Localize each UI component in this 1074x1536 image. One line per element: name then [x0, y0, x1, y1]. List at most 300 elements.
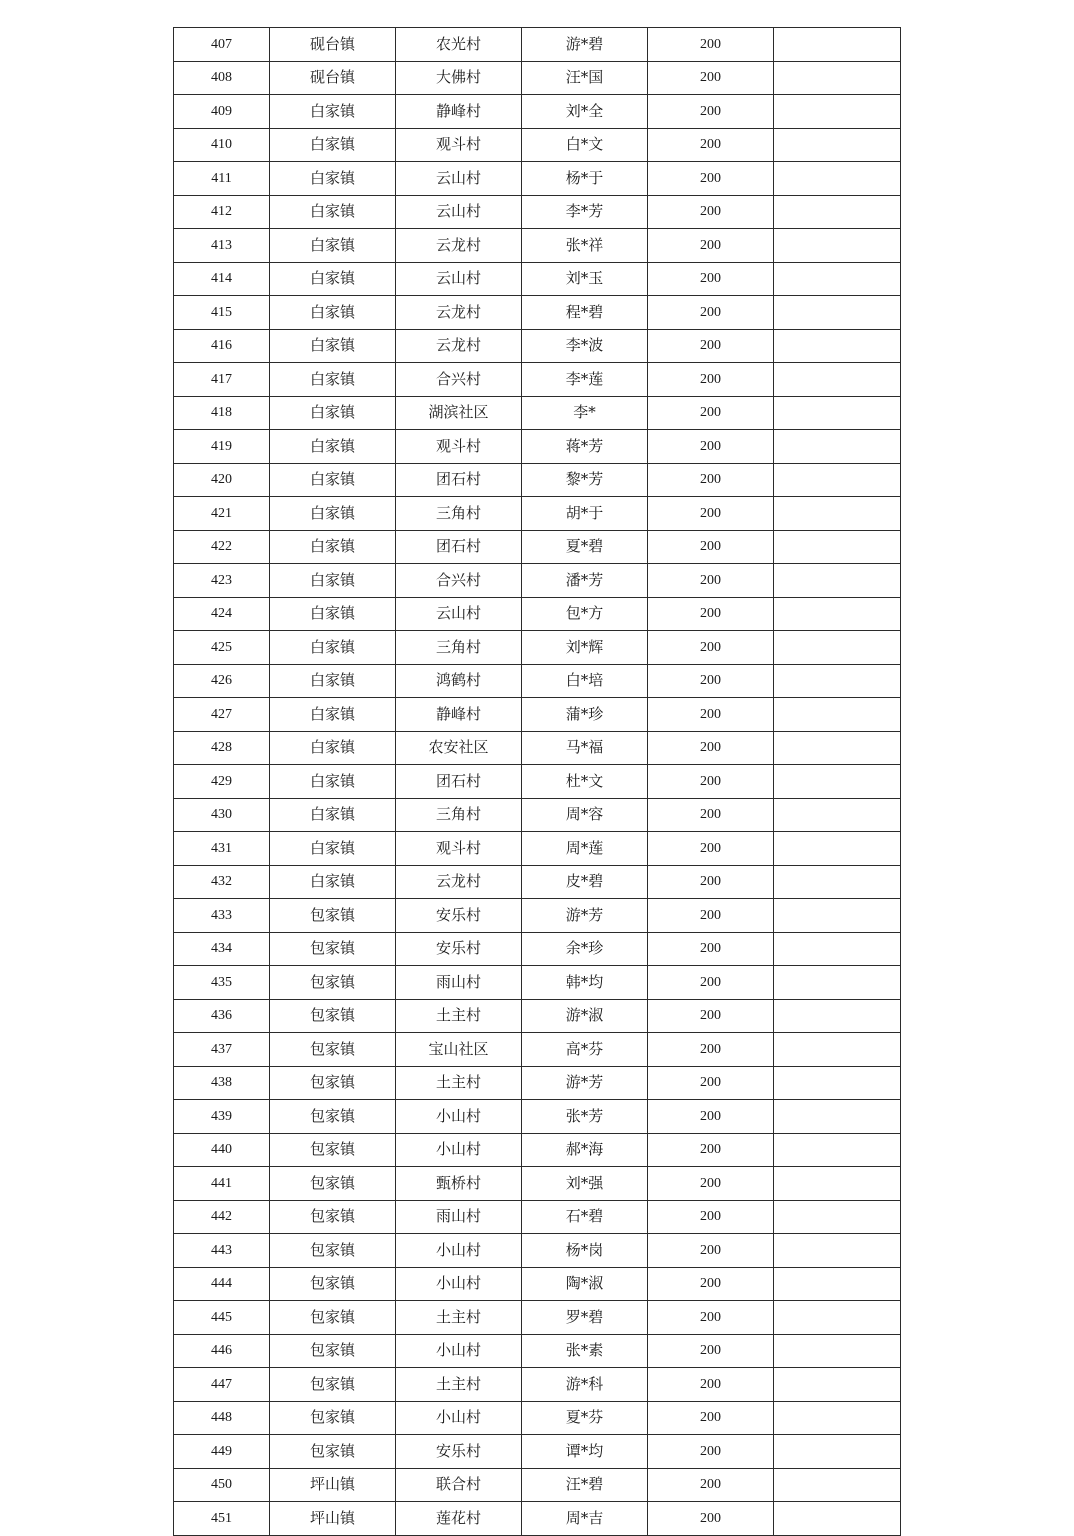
village-cell: 静峰村 [396, 698, 522, 732]
amount-cell: 200 [648, 162, 774, 196]
amount-cell: 200 [648, 396, 774, 430]
remarks-cell [774, 932, 901, 966]
recipient-name-cell: 汪*碧 [522, 1468, 648, 1502]
village-cell: 大佛村 [396, 61, 522, 95]
recipient-name-cell: 白*文 [522, 128, 648, 162]
village-cell: 观斗村 [396, 832, 522, 866]
amount-cell: 200 [648, 1368, 774, 1402]
recipient-name-cell: 李*莲 [522, 363, 648, 397]
table-row [174, 1066, 901, 1100]
serial-number-cell: 450 [174, 1468, 270, 1502]
amount-cell: 200 [648, 1133, 774, 1167]
village-cell: 合兴村 [396, 363, 522, 397]
village-cell: 静峰村 [396, 95, 522, 129]
town-cell: 白家镇 [270, 798, 396, 832]
amount-cell: 200 [648, 1100, 774, 1134]
table-row [174, 597, 901, 631]
remarks-cell [774, 363, 901, 397]
town-cell: 白家镇 [270, 664, 396, 698]
table-row [174, 497, 901, 531]
recipient-name-cell: 李*芳 [522, 195, 648, 229]
amount-cell: 200 [648, 631, 774, 665]
remarks-cell [774, 1435, 901, 1469]
recipient-name-cell: 潘*芳 [522, 564, 648, 598]
town-cell: 白家镇 [270, 363, 396, 397]
town-cell: 包家镇 [270, 1301, 396, 1335]
serial-number-cell: 420 [174, 463, 270, 497]
serial-number-cell: 441 [174, 1167, 270, 1201]
table-row [174, 363, 901, 397]
remarks-cell [774, 899, 901, 933]
table-row [174, 1100, 901, 1134]
recipient-name-cell: 游*芳 [522, 899, 648, 933]
town-cell: 包家镇 [270, 1267, 396, 1301]
remarks-cell [774, 597, 901, 631]
village-cell: 云龙村 [396, 296, 522, 330]
recipient-name-cell: 游*科 [522, 1368, 648, 1402]
table-row [174, 698, 901, 732]
remarks-cell [774, 731, 901, 765]
serial-number-cell: 451 [174, 1502, 270, 1536]
remarks-cell [774, 865, 901, 899]
amount-cell: 200 [648, 832, 774, 866]
village-cell: 三角村 [396, 798, 522, 832]
table-row [174, 296, 901, 330]
table-row [174, 1033, 901, 1067]
serial-number-cell: 421 [174, 497, 270, 531]
amount-cell: 200 [648, 1066, 774, 1100]
serial-number-cell: 426 [174, 664, 270, 698]
serial-number-cell: 419 [174, 430, 270, 464]
remarks-cell [774, 296, 901, 330]
amount-cell: 200 [648, 1200, 774, 1234]
town-cell: 白家镇 [270, 396, 396, 430]
recipient-name-cell: 蒲*珍 [522, 698, 648, 732]
recipient-name-cell: 罗*碧 [522, 1301, 648, 1335]
town-cell: 包家镇 [270, 1167, 396, 1201]
serial-number-cell: 445 [174, 1301, 270, 1335]
remarks-cell [774, 1368, 901, 1402]
serial-number-cell: 436 [174, 999, 270, 1033]
serial-number-cell: 413 [174, 229, 270, 263]
village-cell: 观斗村 [396, 430, 522, 464]
table-row [174, 564, 901, 598]
serial-number-cell: 422 [174, 530, 270, 564]
roster-table-body [174, 28, 901, 1536]
amount-cell: 200 [648, 932, 774, 966]
recipient-name-cell: 韩*均 [522, 966, 648, 1000]
remarks-cell [774, 262, 901, 296]
serial-number-cell: 416 [174, 329, 270, 363]
recipient-name-cell: 胡*于 [522, 497, 648, 531]
serial-number-cell: 443 [174, 1234, 270, 1268]
village-cell: 云龙村 [396, 229, 522, 263]
serial-number-cell: 414 [174, 262, 270, 296]
table-row [174, 664, 901, 698]
table-row [174, 61, 901, 95]
amount-cell: 200 [648, 296, 774, 330]
village-cell: 雨山村 [396, 1200, 522, 1234]
village-cell: 莲花村 [396, 1502, 522, 1536]
table-row [174, 832, 901, 866]
amount-cell: 200 [648, 1435, 774, 1469]
recipient-name-cell: 张*素 [522, 1334, 648, 1368]
recipient-name-cell: 蒋*芳 [522, 430, 648, 464]
village-cell: 安乐村 [396, 1435, 522, 1469]
remarks-cell [774, 966, 901, 1000]
table-row [174, 128, 901, 162]
remarks-cell [774, 1033, 901, 1067]
town-cell: 白家镇 [270, 597, 396, 631]
town-cell: 白家镇 [270, 631, 396, 665]
recipient-name-cell: 张*芳 [522, 1100, 648, 1134]
remarks-cell [774, 798, 901, 832]
town-cell: 白家镇 [270, 229, 396, 263]
serial-number-cell: 429 [174, 765, 270, 799]
amount-cell: 200 [648, 1502, 774, 1536]
village-cell: 云山村 [396, 597, 522, 631]
village-cell: 甄桥村 [396, 1167, 522, 1201]
recipient-name-cell: 杨*岗 [522, 1234, 648, 1268]
serial-number-cell: 409 [174, 95, 270, 129]
recipient-name-cell: 包*方 [522, 597, 648, 631]
village-cell: 土主村 [396, 1368, 522, 1402]
town-cell: 白家镇 [270, 329, 396, 363]
village-cell: 农安社区 [396, 731, 522, 765]
town-cell: 白家镇 [270, 731, 396, 765]
town-cell: 白家镇 [270, 95, 396, 129]
table-row [174, 430, 901, 464]
remarks-cell [774, 530, 901, 564]
remarks-cell [774, 28, 901, 62]
town-cell: 包家镇 [270, 1401, 396, 1435]
amount-cell: 200 [648, 1334, 774, 1368]
town-cell: 包家镇 [270, 999, 396, 1033]
remarks-cell [774, 1468, 901, 1502]
serial-number-cell: 418 [174, 396, 270, 430]
town-cell: 白家镇 [270, 195, 396, 229]
town-cell: 砚台镇 [270, 61, 396, 95]
recipient-name-cell: 张*祥 [522, 229, 648, 263]
town-cell: 白家镇 [270, 832, 396, 866]
serial-number-cell: 444 [174, 1267, 270, 1301]
recipient-name-cell: 周*莲 [522, 832, 648, 866]
town-cell: 包家镇 [270, 1200, 396, 1234]
recipient-name-cell: 郝*海 [522, 1133, 648, 1167]
town-cell: 白家镇 [270, 162, 396, 196]
serial-number-cell: 410 [174, 128, 270, 162]
amount-cell: 200 [648, 1033, 774, 1067]
amount-cell: 200 [648, 564, 774, 598]
village-cell: 云山村 [396, 162, 522, 196]
table-row [174, 229, 901, 263]
table-row [174, 463, 901, 497]
village-cell: 土主村 [396, 1066, 522, 1100]
remarks-cell [774, 564, 901, 598]
table-row [174, 28, 901, 62]
amount-cell: 200 [648, 329, 774, 363]
town-cell: 包家镇 [270, 1133, 396, 1167]
serial-number-cell: 432 [174, 865, 270, 899]
serial-number-cell: 417 [174, 363, 270, 397]
remarks-cell [774, 1167, 901, 1201]
serial-number-cell: 439 [174, 1100, 270, 1134]
village-cell: 安乐村 [396, 899, 522, 933]
table-row [174, 1502, 901, 1536]
table-row [174, 865, 901, 899]
recipient-name-cell: 夏*碧 [522, 530, 648, 564]
amount-cell: 200 [648, 765, 774, 799]
town-cell: 白家镇 [270, 262, 396, 296]
serial-number-cell: 438 [174, 1066, 270, 1100]
remarks-cell [774, 698, 901, 732]
subsidy-roster-table [173, 27, 901, 1536]
town-cell: 白家镇 [270, 430, 396, 464]
town-cell: 白家镇 [270, 564, 396, 598]
recipient-name-cell: 刘*全 [522, 95, 648, 129]
amount-cell: 200 [648, 899, 774, 933]
table-row [174, 1401, 901, 1435]
serial-number-cell: 434 [174, 932, 270, 966]
remarks-cell [774, 229, 901, 263]
table-row [174, 162, 901, 196]
town-cell: 包家镇 [270, 966, 396, 1000]
amount-cell: 200 [648, 463, 774, 497]
recipient-name-cell: 皮*碧 [522, 865, 648, 899]
serial-number-cell: 437 [174, 1033, 270, 1067]
town-cell: 包家镇 [270, 899, 396, 933]
town-cell: 白家镇 [270, 765, 396, 799]
village-cell: 小山村 [396, 1401, 522, 1435]
serial-number-cell: 442 [174, 1200, 270, 1234]
amount-cell: 200 [648, 28, 774, 62]
town-cell: 白家镇 [270, 296, 396, 330]
amount-cell: 200 [648, 61, 774, 95]
village-cell: 农光村 [396, 28, 522, 62]
amount-cell: 200 [648, 865, 774, 899]
serial-number-cell: 412 [174, 195, 270, 229]
remarks-cell [774, 1234, 901, 1268]
town-cell: 白家镇 [270, 128, 396, 162]
remarks-cell [774, 329, 901, 363]
amount-cell: 200 [648, 128, 774, 162]
amount-cell: 200 [648, 430, 774, 464]
remarks-cell [774, 1334, 901, 1368]
village-cell: 观斗村 [396, 128, 522, 162]
amount-cell: 200 [648, 597, 774, 631]
remarks-cell [774, 1200, 901, 1234]
town-cell: 砚台镇 [270, 28, 396, 62]
recipient-name-cell: 白*培 [522, 664, 648, 698]
village-cell: 团石村 [396, 765, 522, 799]
town-cell: 包家镇 [270, 1368, 396, 1402]
recipient-name-cell: 周*容 [522, 798, 648, 832]
table-row [174, 195, 901, 229]
recipient-name-cell: 刘*强 [522, 1167, 648, 1201]
table-row [174, 1267, 901, 1301]
amount-cell: 200 [648, 195, 774, 229]
table-row [174, 966, 901, 1000]
amount-cell: 200 [648, 698, 774, 732]
town-cell: 白家镇 [270, 865, 396, 899]
amount-cell: 200 [648, 1301, 774, 1335]
amount-cell: 200 [648, 497, 774, 531]
village-cell: 小山村 [396, 1267, 522, 1301]
recipient-name-cell: 高*芬 [522, 1033, 648, 1067]
table-row [174, 1133, 901, 1167]
table-row [174, 1301, 901, 1335]
serial-number-cell: 431 [174, 832, 270, 866]
village-cell: 小山村 [396, 1334, 522, 1368]
recipient-name-cell: 黎*芳 [522, 463, 648, 497]
town-cell: 白家镇 [270, 530, 396, 564]
table-row [174, 396, 901, 430]
village-cell: 云龙村 [396, 329, 522, 363]
table-row [174, 765, 901, 799]
amount-cell: 200 [648, 999, 774, 1033]
village-cell: 土主村 [396, 999, 522, 1033]
table-row [174, 1167, 901, 1201]
amount-cell: 200 [648, 229, 774, 263]
serial-number-cell: 411 [174, 162, 270, 196]
table-row [174, 999, 901, 1033]
town-cell: 包家镇 [270, 1435, 396, 1469]
recipient-name-cell: 游*碧 [522, 28, 648, 62]
serial-number-cell: 425 [174, 631, 270, 665]
town-cell: 坪山镇 [270, 1468, 396, 1502]
serial-number-cell: 407 [174, 28, 270, 62]
remarks-cell [774, 61, 901, 95]
table-row [174, 932, 901, 966]
table-row [174, 530, 901, 564]
town-cell: 包家镇 [270, 1334, 396, 1368]
table-row [174, 731, 901, 765]
remarks-cell [774, 195, 901, 229]
village-cell: 合兴村 [396, 564, 522, 598]
table-row [174, 1435, 901, 1469]
remarks-cell [774, 999, 901, 1033]
amount-cell: 200 [648, 363, 774, 397]
recipient-name-cell: 杨*于 [522, 162, 648, 196]
table-row [174, 1368, 901, 1402]
serial-number-cell: 430 [174, 798, 270, 832]
table-row [174, 1234, 901, 1268]
serial-number-cell: 423 [174, 564, 270, 598]
amount-cell: 200 [648, 1167, 774, 1201]
recipient-name-cell: 谭*均 [522, 1435, 648, 1469]
remarks-cell [774, 497, 901, 531]
recipient-name-cell: 李* [522, 396, 648, 430]
table-row [174, 1468, 901, 1502]
amount-cell: 200 [648, 1234, 774, 1268]
village-cell: 土主村 [396, 1301, 522, 1335]
serial-number-cell: 440 [174, 1133, 270, 1167]
recipient-name-cell: 余*珍 [522, 932, 648, 966]
village-cell: 鸿鹤村 [396, 664, 522, 698]
amount-cell: 200 [648, 798, 774, 832]
town-cell: 白家镇 [270, 698, 396, 732]
village-cell: 云龙村 [396, 865, 522, 899]
amount-cell: 200 [648, 1267, 774, 1301]
town-cell: 包家镇 [270, 1033, 396, 1067]
remarks-cell [774, 631, 901, 665]
village-cell: 联合村 [396, 1468, 522, 1502]
table-row [174, 899, 901, 933]
remarks-cell [774, 1502, 901, 1536]
table-row [174, 262, 901, 296]
remarks-cell [774, 128, 901, 162]
village-cell: 团石村 [396, 530, 522, 564]
recipient-name-cell: 陶*淑 [522, 1267, 648, 1301]
serial-number-cell: 424 [174, 597, 270, 631]
recipient-name-cell: 周*吉 [522, 1502, 648, 1536]
town-cell: 坪山镇 [270, 1502, 396, 1536]
recipient-name-cell: 程*碧 [522, 296, 648, 330]
remarks-cell [774, 765, 901, 799]
recipient-name-cell: 杜*文 [522, 765, 648, 799]
amount-cell: 200 [648, 95, 774, 129]
village-cell: 三角村 [396, 631, 522, 665]
serial-number-cell: 435 [174, 966, 270, 1000]
serial-number-cell: 427 [174, 698, 270, 732]
town-cell: 包家镇 [270, 1100, 396, 1134]
recipient-name-cell: 刘*辉 [522, 631, 648, 665]
serial-number-cell: 448 [174, 1401, 270, 1435]
amount-cell: 200 [648, 262, 774, 296]
village-cell: 安乐村 [396, 932, 522, 966]
town-cell: 白家镇 [270, 463, 396, 497]
remarks-cell [774, 1100, 901, 1134]
serial-number-cell: 447 [174, 1368, 270, 1402]
amount-cell: 200 [648, 1468, 774, 1502]
remarks-cell [774, 396, 901, 430]
village-cell: 湖滨社区 [396, 396, 522, 430]
remarks-cell [774, 1401, 901, 1435]
amount-cell: 200 [648, 731, 774, 765]
recipient-name-cell: 刘*玉 [522, 262, 648, 296]
remarks-cell [774, 1267, 901, 1301]
village-cell: 云山村 [396, 195, 522, 229]
table-row [174, 798, 901, 832]
table-row [174, 1200, 901, 1234]
town-cell: 包家镇 [270, 1066, 396, 1100]
serial-number-cell: 408 [174, 61, 270, 95]
recipient-name-cell: 夏*芬 [522, 1401, 648, 1435]
amount-cell: 200 [648, 1401, 774, 1435]
recipient-name-cell: 汪*国 [522, 61, 648, 95]
village-cell: 云山村 [396, 262, 522, 296]
remarks-cell [774, 1133, 901, 1167]
town-cell: 包家镇 [270, 932, 396, 966]
village-cell: 小山村 [396, 1234, 522, 1268]
village-cell: 小山村 [396, 1100, 522, 1134]
recipient-name-cell: 石*碧 [522, 1200, 648, 1234]
remarks-cell [774, 162, 901, 196]
remarks-cell [774, 664, 901, 698]
recipient-name-cell: 游*芳 [522, 1066, 648, 1100]
serial-number-cell: 433 [174, 899, 270, 933]
town-cell: 白家镇 [270, 497, 396, 531]
remarks-cell [774, 95, 901, 129]
village-cell: 小山村 [396, 1133, 522, 1167]
serial-number-cell: 415 [174, 296, 270, 330]
table-row [174, 329, 901, 363]
amount-cell: 200 [648, 966, 774, 1000]
amount-cell: 200 [648, 664, 774, 698]
town-cell: 包家镇 [270, 1234, 396, 1268]
amount-cell: 200 [648, 530, 774, 564]
remarks-cell [774, 1301, 901, 1335]
